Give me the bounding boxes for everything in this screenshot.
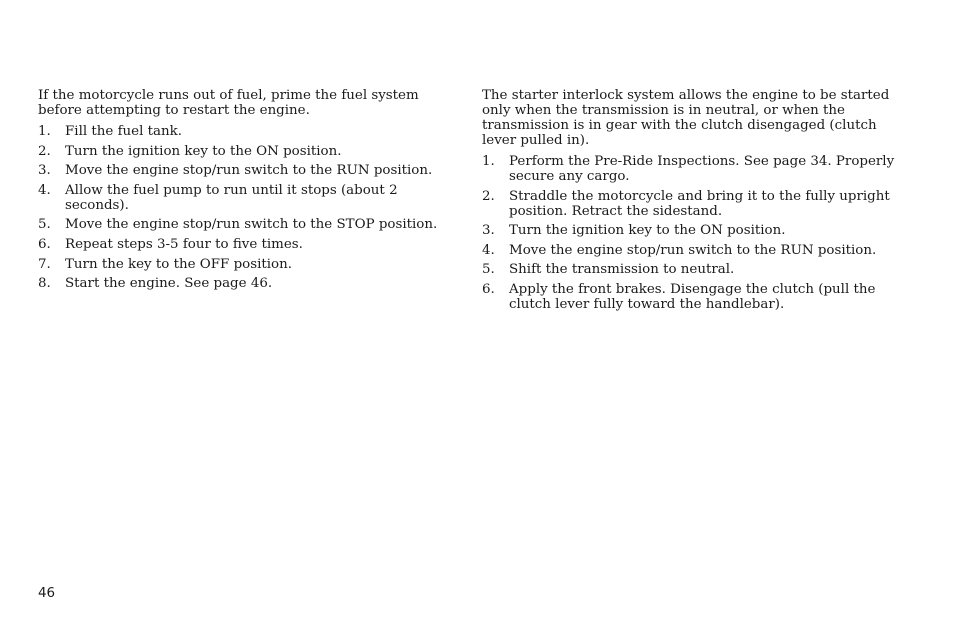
step-number: 3.: [38, 163, 51, 179]
step-text: Turn the ignition key to the ON position.: [509, 223, 786, 239]
list-item: [38, 257, 448, 272]
step-text: Apply the front brakes. Disengage the clutch (pull the clutch lever fully toward the handlebar).: [509, 281, 876, 312]
step-number: 5.: [482, 262, 495, 278]
starting-steps: [482, 154, 902, 312]
step-text: Shift the transmission to neutral.: [509, 262, 735, 278]
step-text: Straddle the motorcycle and bring it to the fully upright position. Retract the sidestand.: [509, 188, 890, 219]
step-text: Turn the key to the OFF position.: [65, 256, 292, 272]
step-number: 1.: [38, 124, 51, 139]
list-item: [482, 243, 902, 258]
list-item: [38, 124, 448, 139]
step-text: Move the engine stop/run switch to the RUN position.: [65, 163, 433, 179]
list-item: [482, 223, 902, 238]
step-text: Start the engine. See page 46.: [65, 276, 273, 292]
step-text: Perform the Pre-Ride Inspections. See page 34. Properly secure any cargo.: [509, 154, 895, 184]
list-item: [38, 237, 448, 252]
fuel-priming-section: [38, 88, 448, 296]
list-item: [38, 183, 448, 213]
starter-interlock-section: [482, 88, 902, 317]
step-text: Turn the ignition key to the ON position.: [65, 143, 342, 159]
list-item: [38, 144, 448, 159]
step-text: Allow the fuel pump to run until it stops (about 2 seconds).: [65, 182, 398, 213]
step-text: Move the engine stop/run switch to the STOP position.: [65, 217, 438, 233]
step-number: 3.: [482, 223, 495, 239]
step-number: 6.: [482, 281, 495, 297]
page-number: 46: [38, 586, 56, 601]
fuel-priming-intro: If the motorcycle runs out of fuel, prime the fuel system before attempting to restart the engine.: [38, 88, 419, 118]
step-number: 5.: [38, 217, 51, 233]
step-number: 2.: [38, 143, 51, 159]
list-item: [38, 163, 448, 178]
list-item: [482, 262, 902, 277]
step-number: 6.: [38, 236, 51, 252]
fuel-priming-steps: [38, 124, 448, 291]
step-text: Repeat steps 3-5 four to five times.: [65, 236, 303, 252]
list-item: [482, 282, 902, 312]
step-number: 4.: [38, 182, 51, 198]
list-item: [38, 217, 448, 232]
list-item: [482, 154, 902, 184]
step-number: 4.: [482, 242, 495, 258]
step-number: 2.: [482, 188, 495, 204]
starter-interlock-intro: The starter interlock system allows the engine to be started only when the transmission is in neutral, or when the transmission is in gear with the clutch disengaged (clutch lever pulled in).: [482, 88, 890, 148]
step-text: Fill the fuel tank.: [65, 124, 182, 139]
step-number: 1.: [482, 154, 495, 169]
step-number: 8.: [38, 276, 51, 292]
step-number: 7.: [38, 256, 51, 272]
list-item: [38, 276, 448, 291]
step-text: Move the engine stop/run switch to the RUN position.: [509, 242, 877, 258]
list-item: [482, 189, 902, 219]
